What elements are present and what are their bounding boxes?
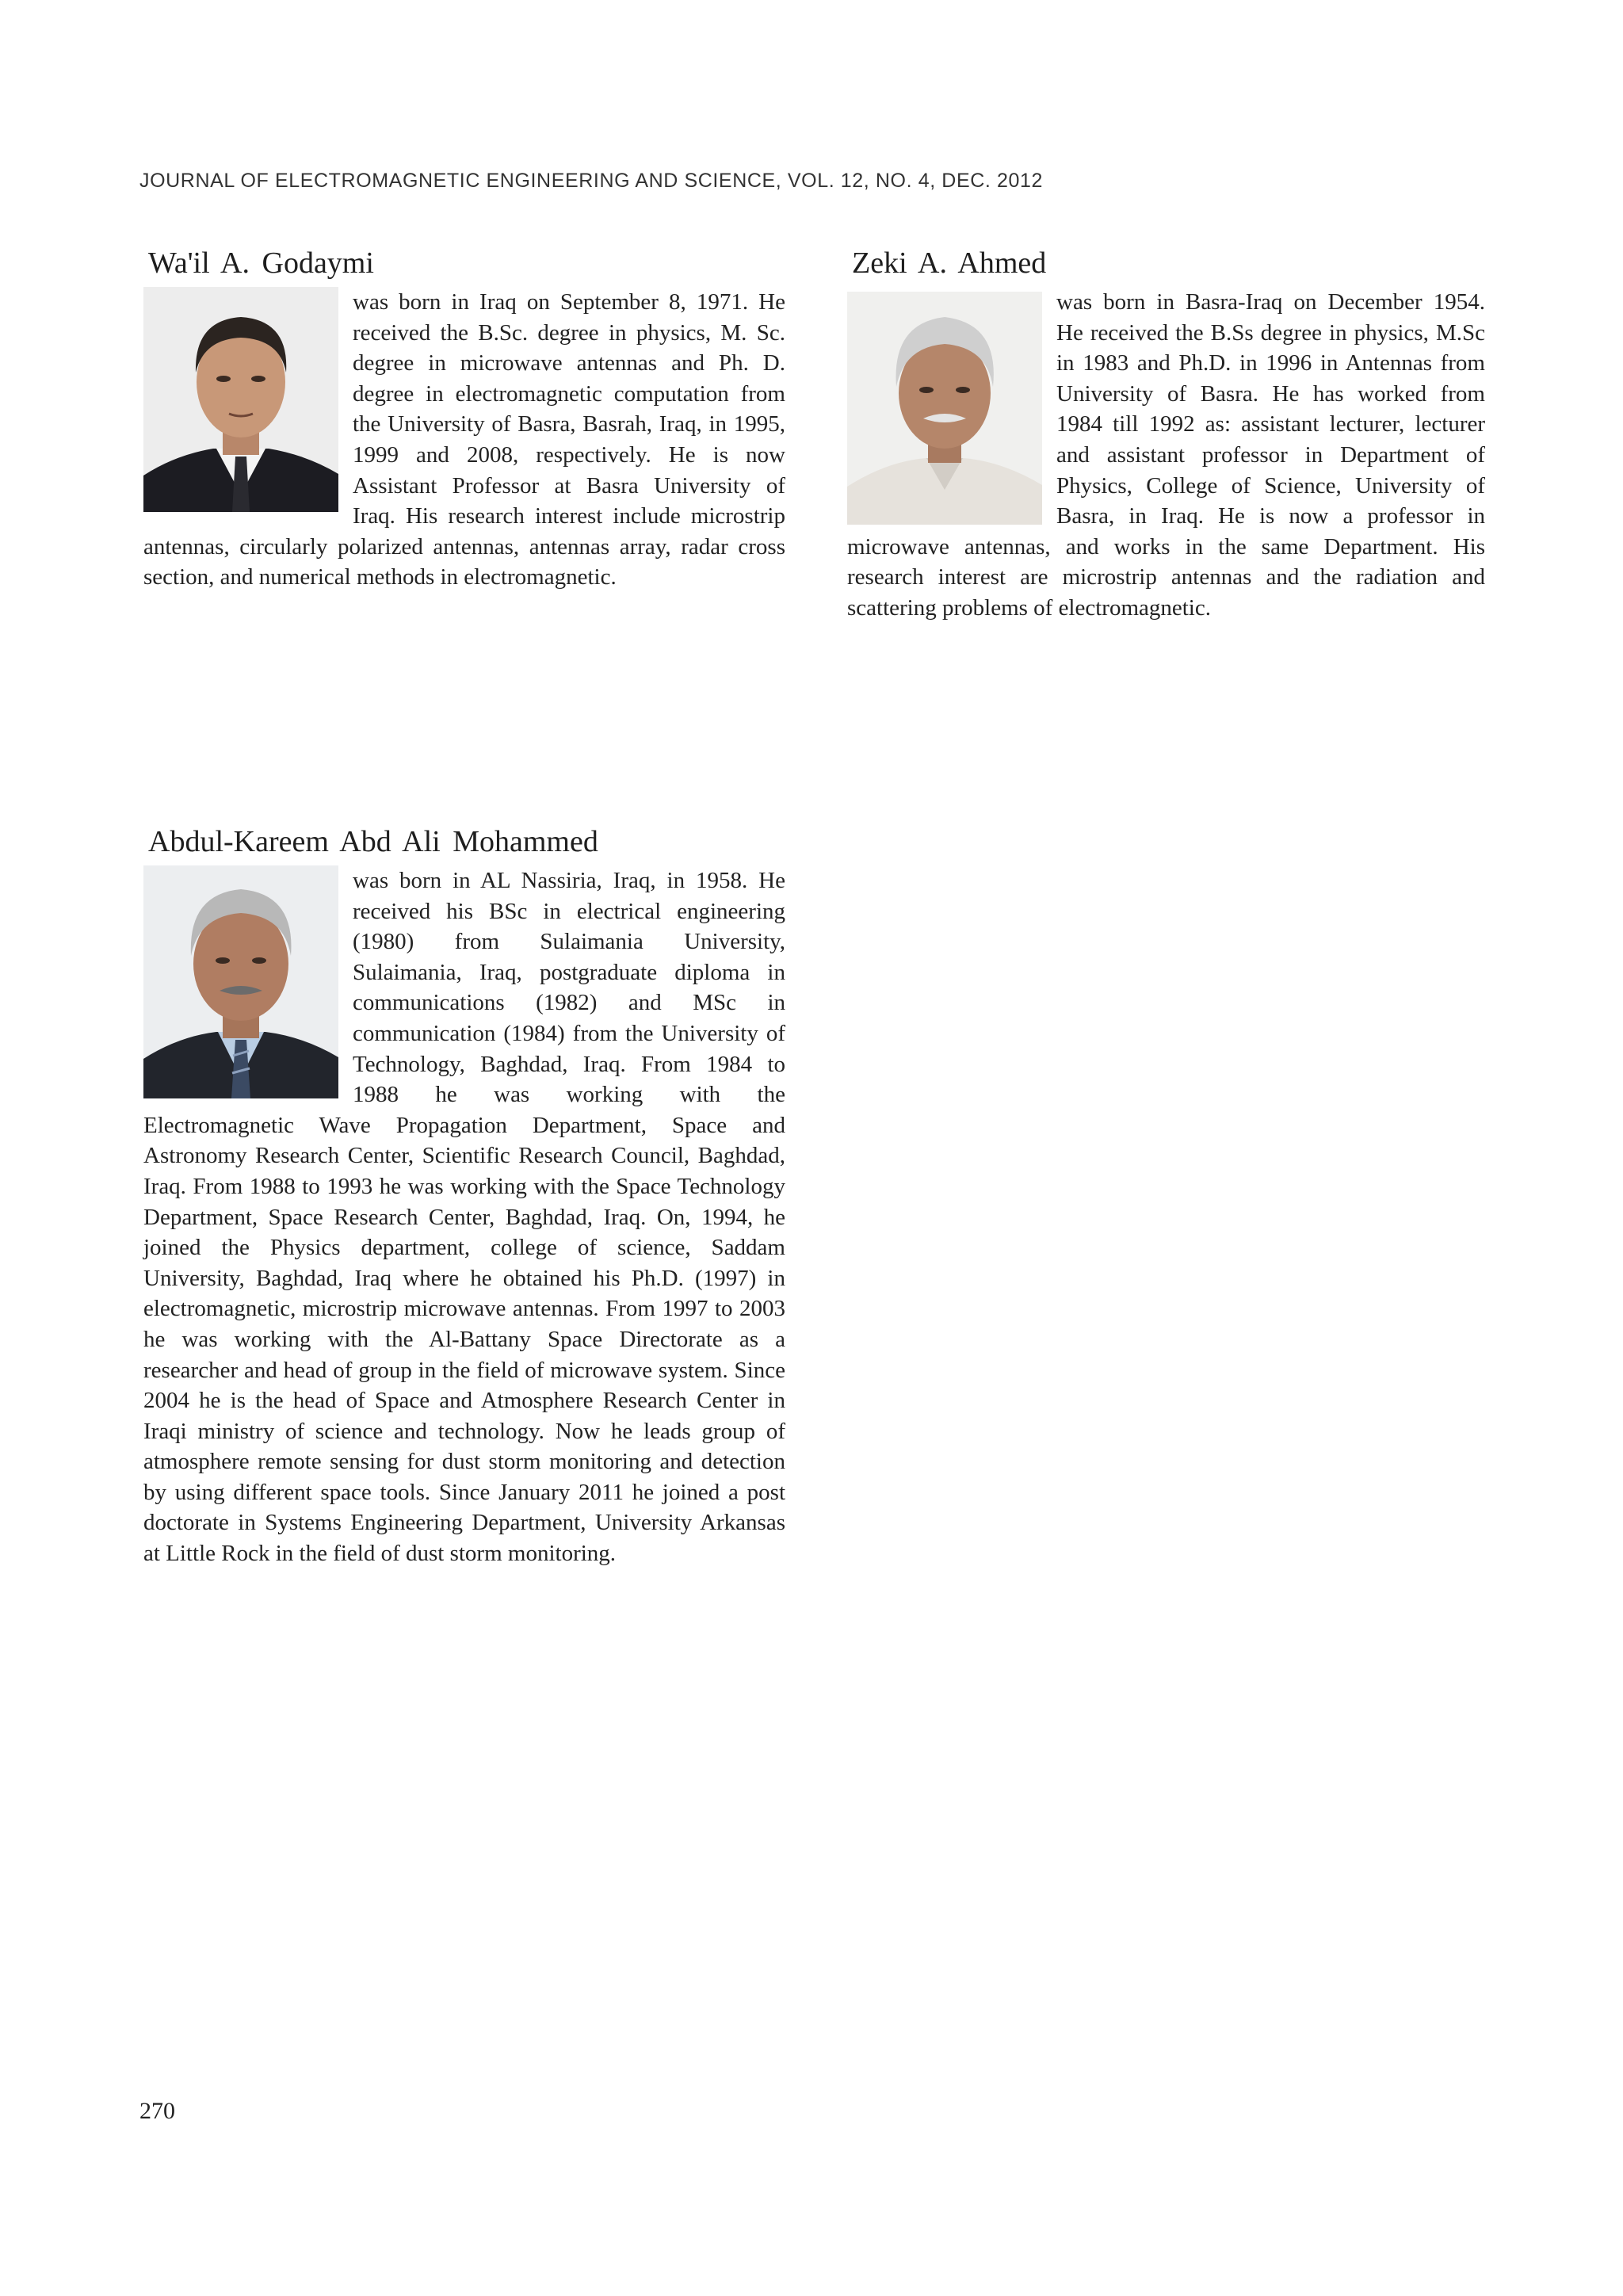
author-bio-text: was born in Basra-Iraq on December 1954. He received the B.Ss degree in physics, M.Sc in 1983 and Ph.D. in 1996 in Antennas from University of Basra. He has worked from 1984 till 1992 as: assistant lecturer, lecturer and assistant professor in Department of Physics, College of Science, University of Basra, in Iraq. He is now a professor in microwave antennas, and works in the same Department. His research interest are microstrip antennas and the radiation and scattering problems of electromagnetic. xyxy=(847,289,1485,621)
author-photo xyxy=(143,287,338,512)
author-photo xyxy=(143,865,338,1098)
author-bio-text: was born in Iraq on September 8, 1971. He received the B.Sc. degree in physics, M. Sc. degree in microwave antennas and Ph. D. degree in electromagnetic computation from the University of Basra, Basrah, Iraq, in 1995, 1999 and 2008, respectively. He is now Assistant Professor at Basra University of Iraq. His research interest include microstrip antennas, circularly polarized antennas, antennas array, radar cross section, and numerical methods in electromagnetic. xyxy=(143,289,785,590)
author-biography-mohammed xyxy=(143,824,785,1569)
author-name: Wa'il A. Godaymi xyxy=(148,246,374,280)
author-biography-ahmed xyxy=(847,246,1485,624)
author-biography-godaymi xyxy=(143,246,785,593)
running-header: JOURNAL OF ELECTROMAGNETIC ENGINEERING AND SCIENCE, VOL. 12, NO. 4, DEC. 2012 xyxy=(139,170,1043,192)
author-photo xyxy=(847,292,1042,525)
page-number: 270 xyxy=(139,2098,175,2124)
author-name: Zeki A. Ahmed xyxy=(852,246,1047,280)
author-name: Abdul-Kareem Abd Ali Mohammed xyxy=(148,825,598,858)
author-bio-text: was born in AL Nassiria, Iraq, in 1958. He received his BSc in electrical engineering (1980) from Sulaimania University, Sulaimania, Iraq, postgraduate diploma in communications (1982) and MSc in communication (1984) from the University of Technology, Baghdad, Iraq. From 1984 to 1988 he was working with the Electromagnetic Wave Propagation Department, Space and Astronomy Research Center, Scientific Research Council, Baghdad, Iraq. From 1988 to 1993 he was working with the Space Technology Department, Space Research Center, Baghdad, Iraq. On, 1994, he joined the Physics department, college of science, Saddam University, Baghdad, Iraq where he obtained his Ph.D. (1997) in electromagnetic, microstrip microwave antennas. From 1997 to 2003 he was working with the Al-Battany Space Directorate as a researcher and head of group in the field of microwave system. Since 2004 he is the head of Space and Atmosphere Research Center in Iraqi ministry of science and technology. Now he leads group of atmosphere remote sensing for dust storm monitoring and detection by using different space tools. Since January 2011 he joined a post doctorate in Systems Engineering Department, University Arkansas at Little Rock in the field of dust storm monitoring. xyxy=(143,868,785,1567)
